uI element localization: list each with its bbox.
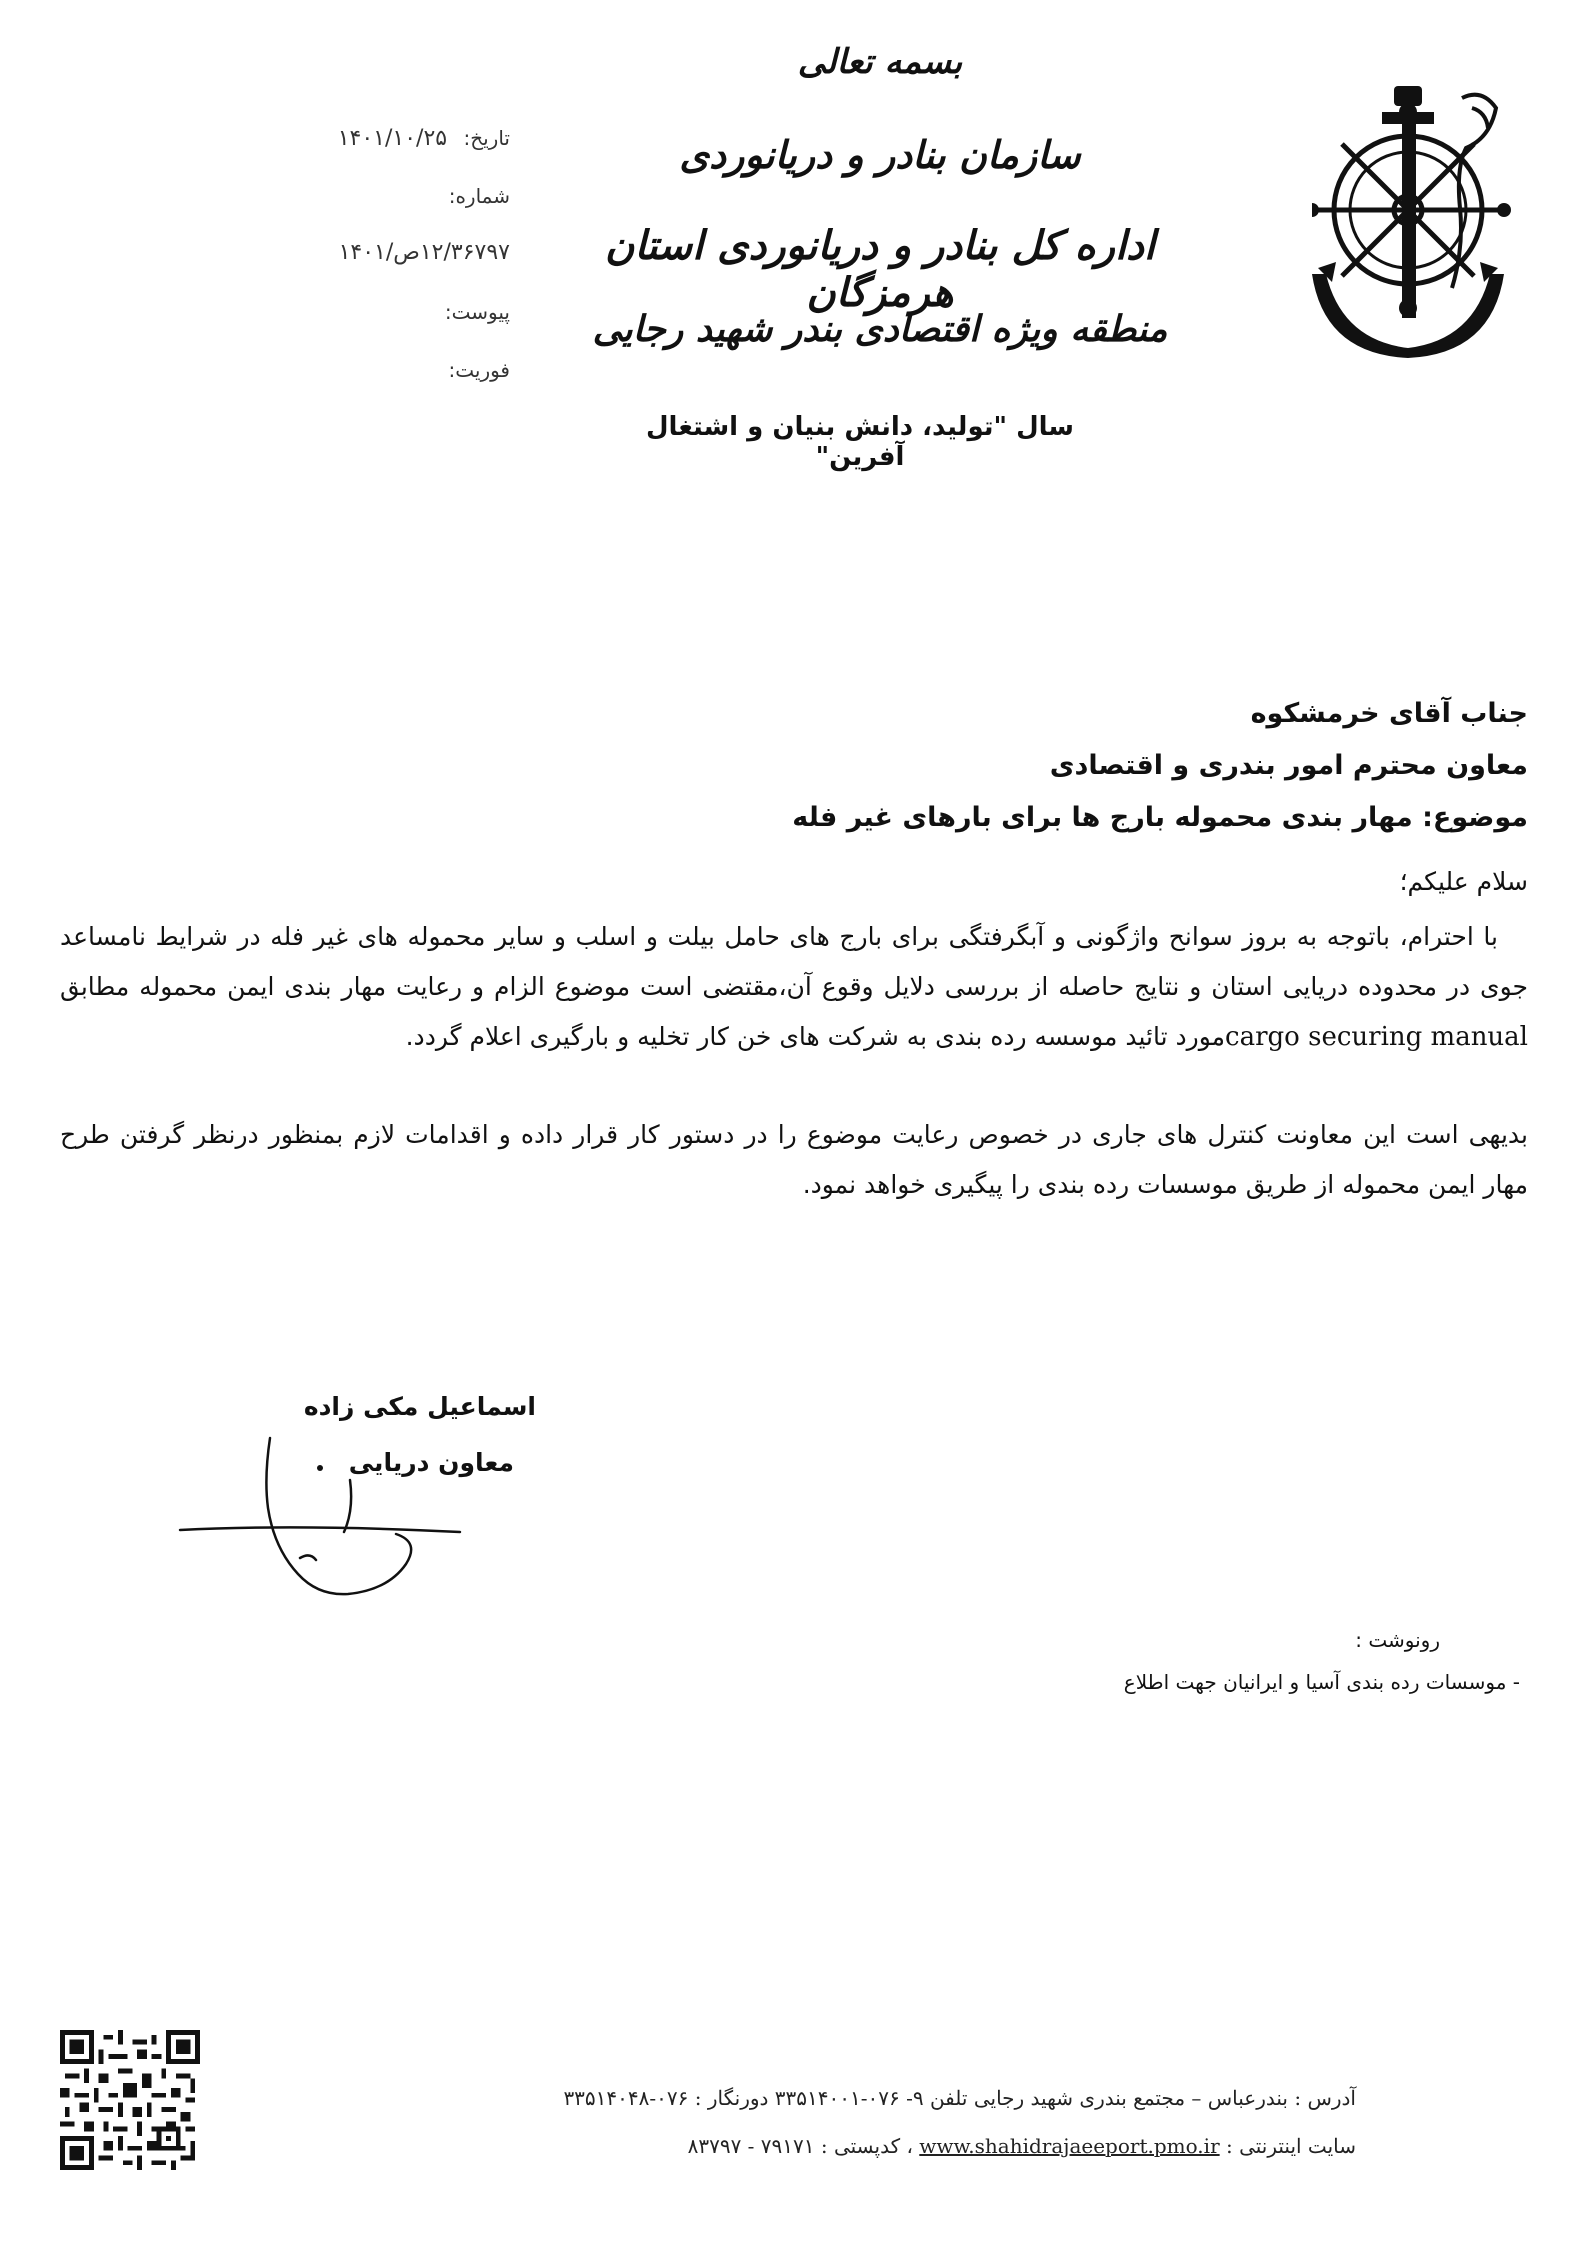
footer-address: آدرس : بندرعباس – مجتمع بندری شهید رجایی تلفن ۹- ۰۷۶-۳۳۵۱۴۰۰۱ دورنگار : ۰۷۶-۳۳۵۱۴۰۴۸ <box>563 2086 1356 2110</box>
greeting: سلام علیکم؛ <box>1399 867 1528 896</box>
qr-code <box>60 2030 200 2170</box>
department-name: اداره کل بنادر و دریانوردی استان هرمزگان <box>604 222 1156 316</box>
urgency-field <box>296 358 510 382</box>
footer-contact <box>260 2134 1356 2158</box>
ports-organization-logo <box>1312 78 1524 358</box>
basmala: بسمه تعالی <box>797 42 963 82</box>
copies-label: رونوشت : <box>1355 1628 1440 1652</box>
attachment-label: پیوست: <box>444 300 510 324</box>
postal-code: ، کدپستی : ۷۹۱۷۱ - ۸۳۷۹۷ <box>687 2134 920 2158</box>
number-value-row <box>296 240 510 265</box>
organization-name: سازمان بنادر و دریانوردی <box>679 132 1081 177</box>
number-value: ۱۲/۳۶۷۹۷ص/۱۴۰۱ <box>338 240 510 265</box>
attachment-field <box>296 300 510 324</box>
website-label: سایت اینترنتی : <box>1219 2134 1356 2158</box>
year-slogan: سال "تولید، دانش بنیان و اشتغال آفرین" <box>646 412 1074 472</box>
signatory-title: معاون دریایی <box>348 1448 514 1477</box>
date-label: تاریخ: <box>463 126 510 150</box>
cargo-manual-term: cargo securing manual <box>1225 1022 1528 1052</box>
website-link[interactable]: www.shahidrajaeeport.pmo.ir <box>919 2134 1220 2158</box>
letter-subject: موضوع: مهار بندی محموله بارج ها برای بارهای غیر فله <box>792 802 1528 833</box>
number-field <box>296 184 510 208</box>
urgency-label: فوریت: <box>448 358 510 382</box>
recipient-title: معاون محترم امور بندری و اقتصادی <box>1049 750 1528 781</box>
signatory-name: اسماعیل مکی زاده <box>303 1392 536 1421</box>
zone-name: منطقه ویژه اقتصادی بندر شهید رجایی <box>592 308 1168 350</box>
body-paragraph-1-part-1: با احترام، باتوجه به بروز سوانح واژگونی و آبگرفتگی برای بارج های حامل بیلت و اسلب و سایر محموله های غیر فله در شرایط نامساعد جوی در محدوده دریایی استان و نتایج حاصله از بررسی دلایل وقوع آن،مقتضی است موضوع الزام و رعایت مهار بندی ایمن محموله مطابق <box>60 922 1528 1001</box>
handwritten-signature <box>150 1420 470 1620</box>
copies-item: - موسسات رده بندی آسیا و ایرانیان جهت اطلاع <box>1123 1670 1520 1694</box>
body-paragraph-2: بدیهی است این معاونت کنترل های جاری در خصوص رعایت موضوع را در دستور کار قرار داده و اقدامات لازم بمنظور درنظر گرفتن طرح مهار ایمن محموله از طریق موسسات رده بندی را پیگیری خواهد نمود. <box>60 1120 1528 1199</box>
body-paragraph-1 <box>60 912 1528 1062</box>
recipient-name: جناب آقای خرمشکوه <box>1250 698 1528 729</box>
number-label: شماره: <box>448 184 510 208</box>
date-field <box>296 126 510 151</box>
recipient-block <box>60 688 1528 844</box>
body-paragraph-1-part-2: مورد تائید موسسه رده بندی به شرکت های خن کار تخلیه و بارگیری اعلام گردد. <box>405 1022 1226 1051</box>
date-value: ۱۴۰۱/۱۰/۲۵ <box>337 126 448 151</box>
